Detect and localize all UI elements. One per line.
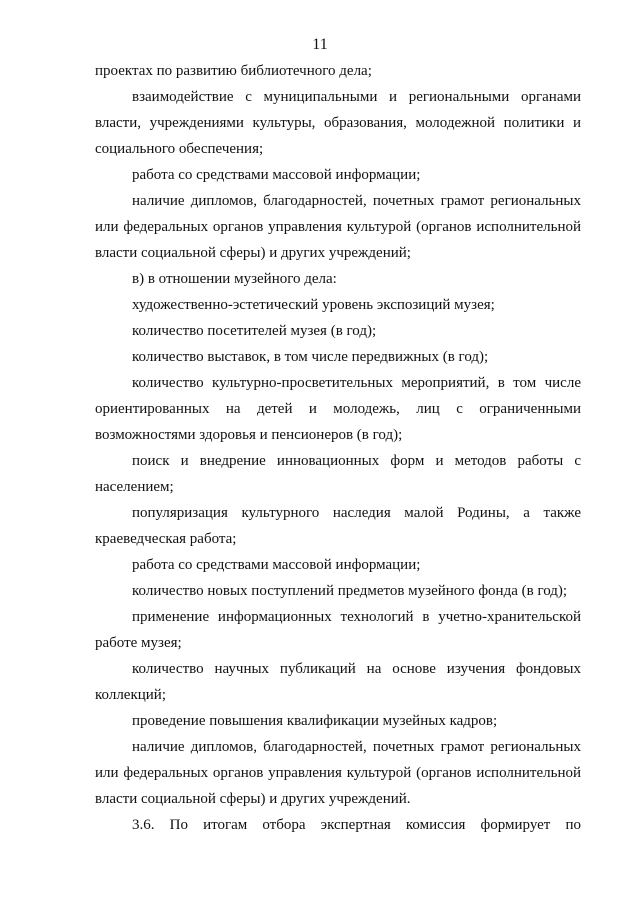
paragraph: количество культурно-просветительных мероприятий, в том числе ориентированных на детей и молодежь, лиц с ограниченными возможностями здоровья и пенсионеров (в год); bbox=[95, 375, 581, 443]
paragraph: наличие дипломов, благодарностей, почетных грамот региональных или федеральных органов управления культурой (органов исполнительной власти социальной сферы) и других учреждений; bbox=[95, 193, 581, 261]
document-body bbox=[95, 58, 581, 838]
paragraph: проведение повышения квалификации музейных кадров; bbox=[132, 713, 498, 729]
paragraph: популяризация культурного наследия малой Родины, а также краеведческая работа; bbox=[95, 505, 581, 547]
paragraph-clause-3-6: 3.6. По итогам отбора экспертная комиссия формирует по bbox=[132, 817, 581, 833]
paragraph: художественно-эстетический уровень экспозиций музея; bbox=[132, 297, 495, 313]
paragraph: количество посетителей музея (в год); bbox=[132, 323, 377, 339]
paragraph: работа со средствами массовой информации; bbox=[132, 557, 421, 573]
paragraph: количество новых поступлений предметов музейного фонда (в год); bbox=[132, 583, 568, 599]
page-number: 11 bbox=[312, 36, 328, 53]
paragraph: наличие дипломов, благодарностей, почетных грамот региональных или федеральных органов управления культурой (органов исполнительной власти социальной сферы) и других учреждений. bbox=[95, 739, 581, 807]
section-heading: в) в отношении музейного дела: bbox=[132, 271, 337, 287]
paragraph: работа со средствами массовой информации; bbox=[132, 167, 421, 183]
paragraph: применение информационных технологий в учетно-хранительской работе музея; bbox=[95, 609, 581, 651]
paragraph: поиск и внедрение инновационных форм и методов работы с населением; bbox=[95, 453, 581, 495]
paragraph: взаимодействие с муниципальными и региональными органами власти, учреждениями культуры, образования, молодежной политики и социального обеспечения; bbox=[95, 89, 581, 157]
paragraph: количество выставок, в том числе передвижных (в год); bbox=[132, 349, 489, 365]
paragraph: количество научных публикаций на основе изучения фондовых коллекций; bbox=[95, 661, 581, 703]
paragraph-continuation: проектах по развитию библиотечного дела; bbox=[95, 63, 372, 79]
